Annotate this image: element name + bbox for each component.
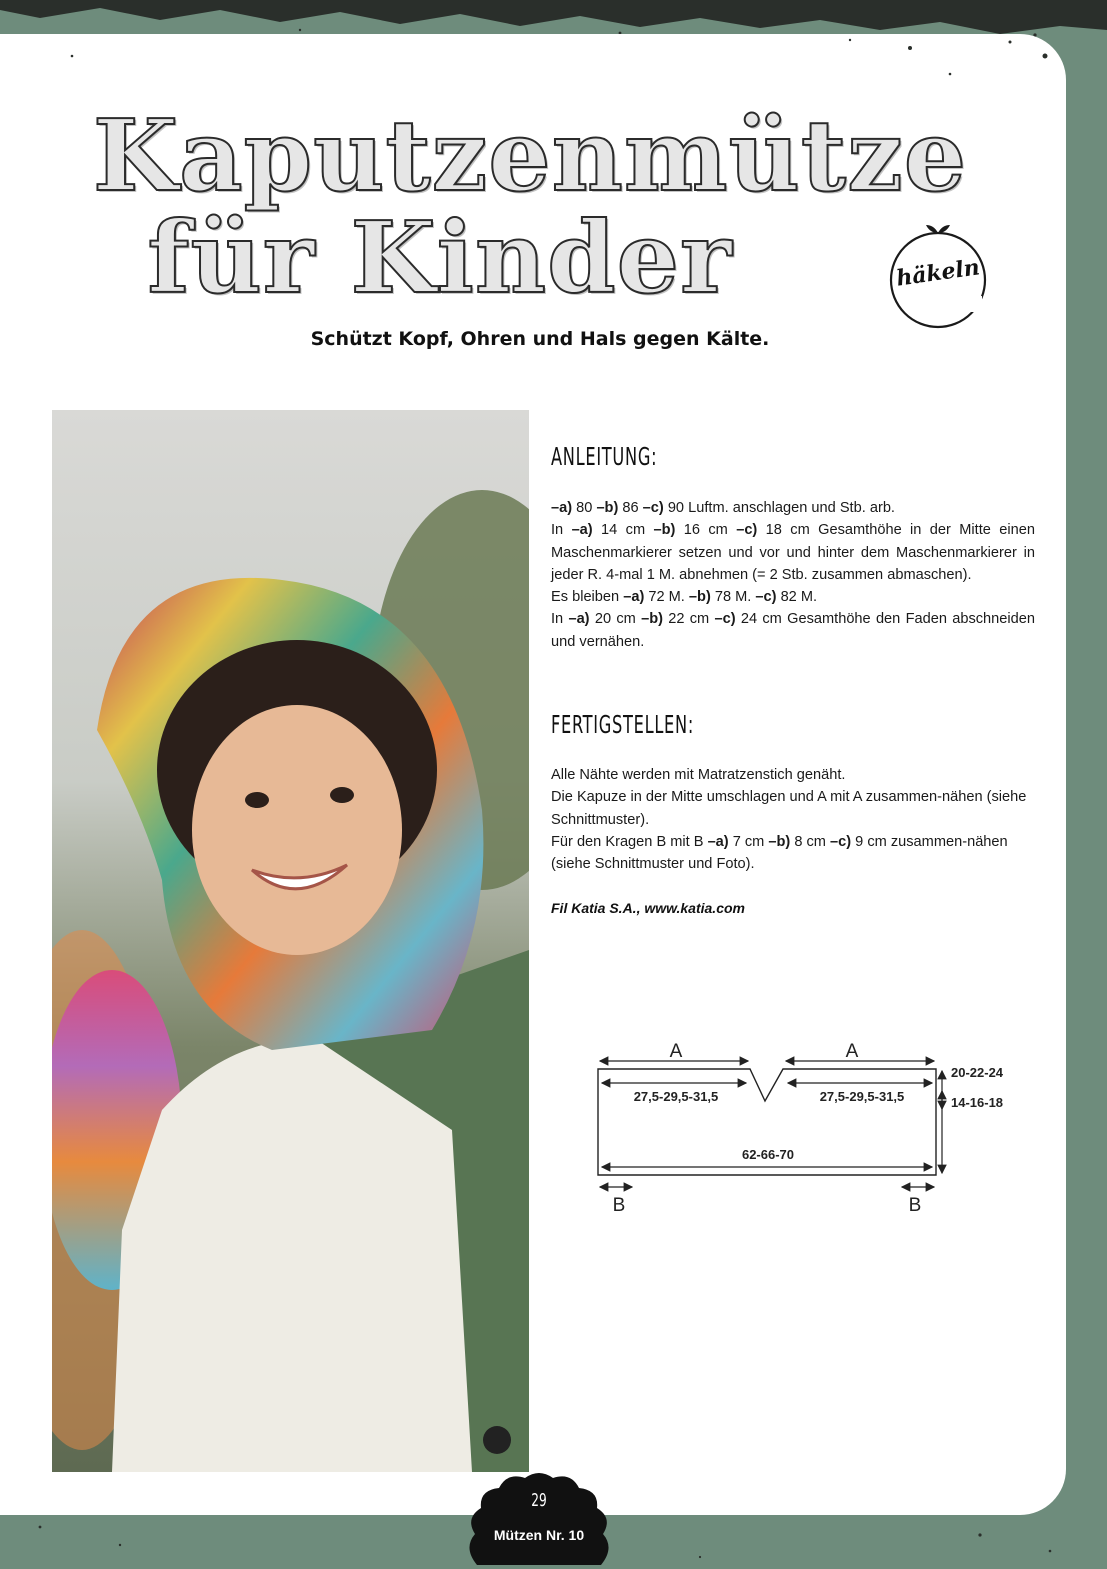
page-number: 29 bbox=[531, 1490, 547, 1511]
size-marker: –c) bbox=[755, 589, 777, 606]
subtitle: Schützt Kopf, Ohren und Hals gegen Kälte. bbox=[310, 328, 770, 350]
width-right-label: 27,5-29,5-31,5 bbox=[819, 1089, 905, 1104]
size-marker: –b) bbox=[688, 589, 711, 606]
anleitung-p1: –a) 80 –b) 86 –c) 90 Luftm. anschlagen und Stb. arb. bbox=[551, 500, 895, 516]
anleitung-heading: ANLEITUNG: bbox=[551, 442, 658, 471]
size-marker: –a) bbox=[707, 833, 729, 850]
label-b-right: B bbox=[908, 1195, 922, 1216]
size-marker: –a) bbox=[571, 522, 593, 539]
title-line-2: für Kinder bbox=[147, 201, 733, 316]
fertigstellen-p1: Alle Nähte werden mit Matratzenstich genäht. bbox=[551, 767, 846, 783]
pattern-diagram bbox=[590, 1035, 1020, 1225]
haekeln-badge bbox=[882, 222, 994, 334]
fertigstellen-text bbox=[551, 764, 1035, 875]
size-marker: –c) bbox=[830, 833, 852, 850]
size-marker: –a) bbox=[551, 500, 573, 516]
size-marker: –a) bbox=[623, 589, 645, 606]
credit-line: Fil Katia S.A., www.katia.com bbox=[551, 900, 745, 916]
fertigstellen-heading: FERTIGSTELLEN: bbox=[551, 710, 695, 739]
anleitung-text bbox=[551, 497, 1035, 653]
badge-label: häkeln bbox=[894, 254, 982, 292]
size-marker: –b) bbox=[653, 522, 676, 539]
fertigstellen-p2: Die Kapuze in der Mitte umschlagen und A mit A zusammen-nähen (siehe Schnittmuster). bbox=[551, 789, 1027, 828]
label-a-left: A bbox=[669, 1041, 683, 1062]
height-total-label: 20-22-24 bbox=[951, 1065, 1004, 1080]
label-a-right: A bbox=[845, 1041, 859, 1062]
size-marker: –c) bbox=[714, 611, 736, 628]
size-marker: –b) bbox=[596, 500, 619, 516]
size-marker: –a) bbox=[568, 611, 590, 628]
leaf-icon bbox=[926, 225, 938, 233]
page-number-tab bbox=[457, 1468, 621, 1565]
width-left-label: 27,5-29,5-31,5 bbox=[633, 1089, 719, 1104]
size-marker: –b) bbox=[768, 833, 791, 850]
width-total-label: 62-66-70 bbox=[741, 1147, 795, 1162]
size-marker: –b) bbox=[641, 611, 663, 628]
anleitung-p4: In –a) 20 cm –b) 22 cm –c) 24 cm Gesamthöhe den Faden abschneiden und vernähen. bbox=[551, 611, 1035, 650]
size-marker: –c) bbox=[736, 522, 758, 539]
label-b-left: B bbox=[612, 1195, 626, 1216]
size-marker: –c) bbox=[642, 500, 664, 516]
hero-photo bbox=[52, 410, 529, 1472]
anleitung-p3: Es bleiben –a) 72 M. –b) 78 M. –c) 82 M. bbox=[551, 589, 818, 606]
magazine-issue: Mützen Nr. 10 bbox=[493, 1527, 585, 1543]
anleitung-p2: In –a) 14 cm –b) 16 cm –c) 18 cm Gesamthöhe in der Mitte einen Maschenmarkierer setzen und vor und hinter dem Maschenmarkierer in jeder R. 4-mal 1 M. abnehmen (= 2 Stb. zusammen abmaschen). bbox=[551, 522, 1035, 583]
height-inner-label: 14-16-18 bbox=[951, 1095, 1004, 1110]
title-line-1: Kaputzenmütze bbox=[92, 99, 968, 214]
fertigstellen-p3: Für den Kragen B mit B –a) 7 cm –b) 8 cm –c) 9 cm zusammen-nähen (siehe Schnittmuster und Foto). bbox=[551, 833, 1008, 873]
